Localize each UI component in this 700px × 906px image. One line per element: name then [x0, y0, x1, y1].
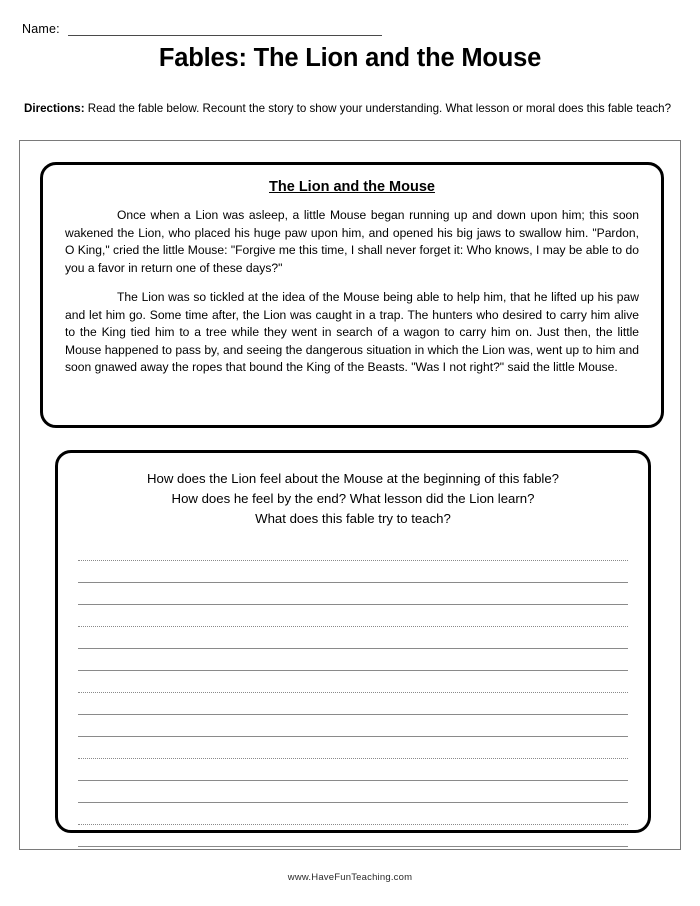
footer-site: www.HaveFunTeaching.com: [287, 872, 413, 883]
passage-paragraph: Once when a Lion was asleep, a little Mouse began running up and down upon him; this soon wakened the Lion, who placed his huge paw upon him, and opened his big jaws to swallow him. "Pardon, O King," cried the little Mouse: "Forgive me this time, I shall never forget it: Who knows, I may be able to do you a favor in return one of these days?": [65, 208, 639, 275]
writing-lines[interactable]: [78, 539, 628, 847]
directions-text: Read the fable below. Recount the story to show your understanding. What lesson or moral does this fable teach?: [84, 102, 672, 115]
writing-line[interactable]: [78, 561, 628, 583]
directions: [24, 101, 679, 117]
writing-line[interactable]: [78, 649, 628, 671]
writing-line[interactable]: [78, 715, 628, 737]
writing-line[interactable]: [78, 759, 628, 781]
writing-line[interactable]: [78, 803, 628, 825]
writing-line[interactable]: [78, 671, 628, 693]
writing-line[interactable]: [78, 693, 628, 715]
response-box: [55, 450, 651, 833]
question-prompt: [78, 469, 628, 529]
writing-line[interactable]: [78, 627, 628, 649]
writing-line[interactable]: [78, 737, 628, 759]
name-input-blank[interactable]: [68, 22, 382, 36]
question-line: How does the Lion feel about the Mouse at the beginning of this fable?: [146, 471, 560, 486]
passage-title: The Lion and the Mouse: [269, 179, 435, 195]
name-field-row: [22, 22, 382, 36]
name-label: Name:: [22, 22, 60, 36]
question-line: How does he feel by the end? What lesson did the Lion learn?: [171, 491, 535, 507]
writing-line[interactable]: [78, 605, 628, 627]
page-title: Fables: The Lion and the Mouse: [158, 44, 542, 72]
passage-box: [40, 162, 664, 428]
passage-paragraph: The Lion was so tickled at the idea of the Mouse being able to help him, that he lifted up his paw and let him go. Some time after, the Lion was caught in a trap. The hunters who desired to carry him alive to the King tied him to a tree while they went in search of a wagon to carry him on. Just then, the little Mouse happened to pass by, and seeing the dangerous situation in which the Lion was, went up to him and soon gnawed away the ropes that bound the King of the Beasts. "Was I not right?" said the little Mouse.: [65, 290, 639, 375]
writing-line[interactable]: [78, 825, 628, 847]
writing-line[interactable]: [78, 539, 628, 561]
question-line: What does this fable try to teach?: [255, 511, 451, 527]
writing-line[interactable]: [78, 781, 628, 803]
writing-line[interactable]: [78, 583, 628, 605]
directions-label: Directions:: [24, 102, 85, 115]
